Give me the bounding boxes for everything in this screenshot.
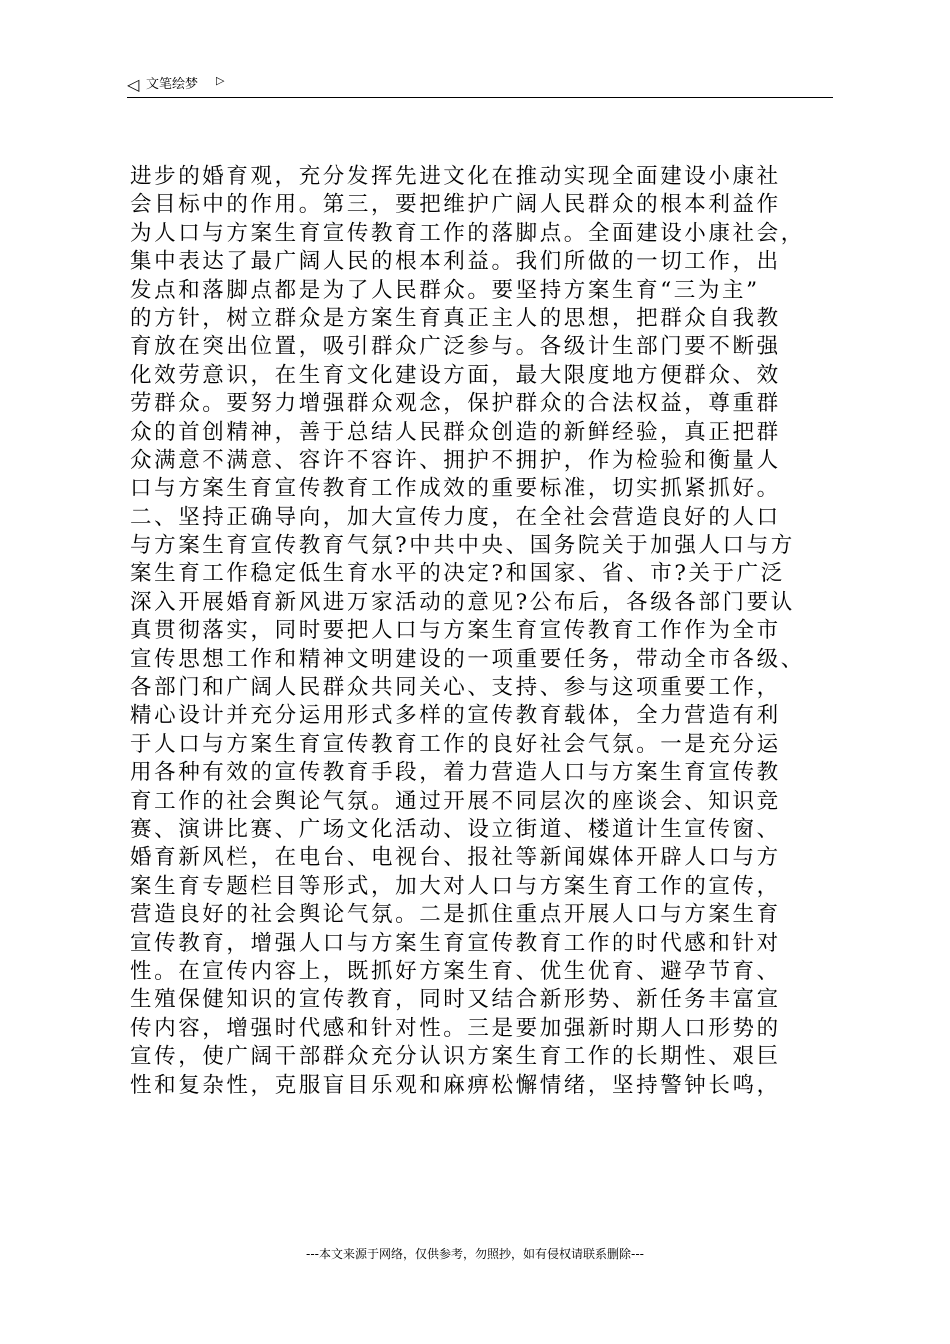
body-line: 口与方案生育宣传教育工作成效的重要标准，切实抓紧抓好。 [130, 476, 781, 502]
body-line: 用各种有效的宣传教育手段，着力营造人口与方案生育宣传教 [130, 760, 781, 786]
body-line: 案生育工作稳定低生育水平的决定?和国家、省、市?关于广泛 [130, 561, 785, 587]
body-line: 赛、演讲比赛、广场文化活动、设立街道、楼道计生宣传窗、 [130, 816, 781, 842]
body-line: 性。在宣传内容上，既抓好方案生育、优生优育、避孕节育、 [130, 958, 781, 984]
body-line: 发点和落脚点都是为了人民群众。要坚持方案生育“三为主” [130, 277, 760, 303]
body-line: 集中表达了最广阔人民的根本利益。我们所做的一切工作，出 [130, 249, 781, 275]
body-line: 育放在突出位置，吸引群众广泛参与。各级计生部门要不断强 [130, 334, 781, 360]
body-line: 营造良好的社会舆论气氛。二是抓住重点开展人口与方案生育 [130, 902, 781, 928]
body-line: 深入开展婚育新风进万家活动的意见?公布后，各级各部门要认 [130, 589, 795, 615]
body-line: 婚育新风栏，在电台、电视台、报社等新闻媒体开辟人口与方 [130, 845, 781, 871]
triangle-right-icon: ▷ [216, 74, 225, 87]
body-line: 案生育专题栏目等形式，加大对人口与方案生育工作的宣传， [130, 873, 781, 899]
body-line: 为人口与方案生育宣传教育工作的落脚点。全面建设小康社会， [130, 220, 805, 246]
body-line: 众的首创精神，善于总结人民群众创造的新鲜经验，真正把群 [130, 419, 781, 445]
triangle-left-icon: ◁ [127, 75, 140, 94]
body-line: 精心设计并充分运用形式多样的宣传教育载体，全力营造有利 [130, 703, 781, 729]
body-line: 宣传思想工作和精神文明建设的一项重要任务，带动全市各级、 [130, 646, 805, 672]
body-line: 于人口与方案生育宣传教育工作的良好社会气氛。一是充分运 [130, 731, 781, 757]
header-title: 文笔绘梦 [146, 77, 199, 92]
page-header [127, 75, 833, 98]
body-line: 众满意不满意、容许不容许、拥护不拥护，作为检验和衡量人 [130, 447, 781, 473]
body-line: 的方针，树立群众是方案生育真正主人的思想，把群众自我教 [130, 305, 781, 331]
body-line: 传内容，增强时代感和针对性。三是要加强新时期人口形势的 [130, 1015, 781, 1041]
document-body [130, 163, 840, 1100]
body-line: 各部门和广阔人民群众共同关心、支持、参与这项重要工作， [130, 675, 781, 701]
body-line: 宣传教育，增强人口与方案生育宣传教育工作的时代感和针对 [130, 930, 781, 956]
body-line: 劳群众。要努力增强群众观念，保护群众的合法权益，尊重群 [130, 391, 781, 417]
body-line: 会目标中的作用。第三，要把维护广阔人民群众的根本利益作 [130, 192, 781, 218]
body-line: 二、坚持正确导向，加大宣传力度，在全社会营造良好的人口 [130, 504, 781, 530]
body-line: 化效劳意识，在生育文化建设方面，最大限度地方便群众、效 [130, 362, 781, 388]
body-line: 性和复杂性，克服盲目乐观和麻痹松懈情绪，坚持警钟长鸣， [130, 1072, 781, 1098]
body-line: 生殖保健知识的宣传教育，同时又结合新形势、新任务丰富宣 [130, 987, 781, 1013]
body-line: 与方案生育宣传教育气氛?中共中央、国务院关于加强人口与方 [130, 533, 795, 559]
body-line: 真贯彻落实，同时要把人口与方案生育宣传教育工作作为全市 [130, 618, 781, 644]
body-line: 进步的婚育观，充分发挥先进文化在推动实现全面建设小康社 [130, 164, 781, 189]
body-line: 育工作的社会舆论气氛。通过开展不同层次的座谈会、知识竞 [130, 788, 781, 814]
body-line: 宣传，使广阔干部群众充分认识方案生育工作的长期性、艰巨 [130, 1044, 781, 1070]
footer-disclaimer: ---本文来源于网络，仅供参考，勿照抄，如有侵权请联系删除--- [306, 1247, 644, 1261]
